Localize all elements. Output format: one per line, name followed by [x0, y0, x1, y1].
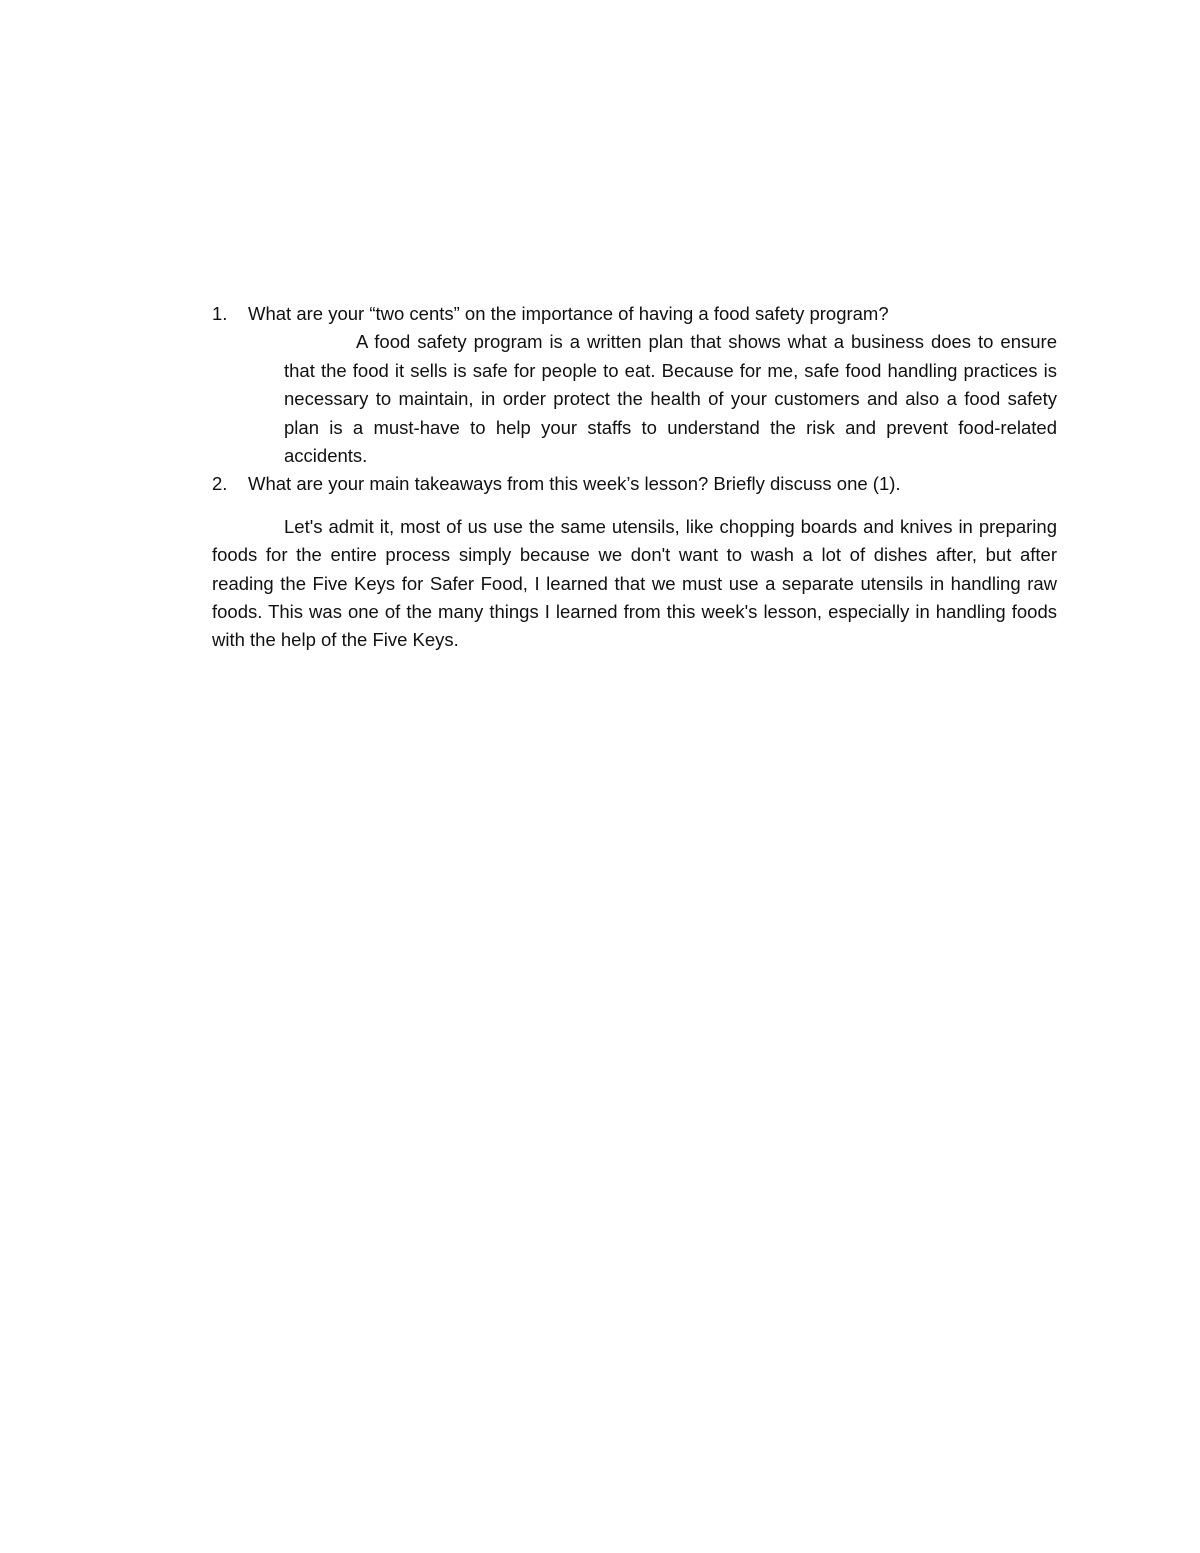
question-1-answer: A food safety program is a written plan that shows what a business does to ensure that the food it sells is safe for people to eat. Because for me, safe food handling practices is necessary to maintain, in order protect the health of your customers and also a food safety plan is a must-have to help your staffs to understand the risk and prevent food-related accidents.	[284, 331, 1057, 467]
question-2-text: What are your main takeaways from this week’s lesson? Briefly discuss one (1).	[248, 473, 901, 495]
question-1-number: 1.	[212, 303, 228, 324]
question-1	[212, 300, 1057, 328]
document-content	[212, 300, 1057, 655]
question-2-number: 2.	[212, 473, 228, 495]
question-2	[212, 470, 1057, 498]
question-2-answer: Let's admit it, most of us use the same utensils, like chopping boards and knives in preparing foods for the entire process simply because we don't want to wash a lot of dishes after, but after reading the Five Keys for Safer Food, I learned that we must use a separate utensils in handling raw foods. This was one of the many things I learned from this week's lesson, especially in handling foods with the help of the Five Keys.	[212, 515, 1057, 651]
question-1-text: What are your “two cents” on the importance of having a food safety program?	[248, 303, 889, 324]
